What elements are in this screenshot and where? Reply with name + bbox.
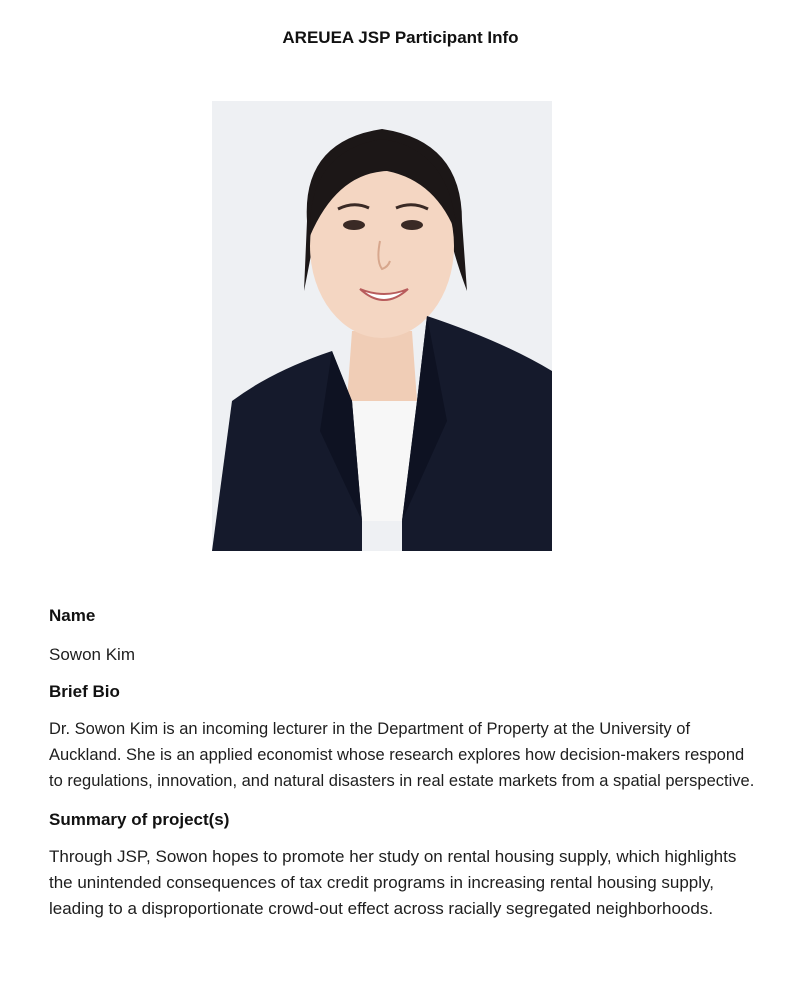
bio-heading: Brief Bio (49, 682, 120, 701)
summary-heading: Summary of project(s) (49, 810, 230, 829)
summary-text: Through JSP, Sowon hopes to promote her study on rental housing supply, which highlights the unintended consequences of tax credit programs in increasing rental housing supply, leading to a disproportionate crowd-out effect across racially segregated neighborhoods. (49, 847, 737, 918)
bio-text: Dr. Sowon Kim is an incoming lecturer in the Department of Property at the University of Auckland. She is an applied economist whose research explores how decision-makers respond to regulations, innovation, and natural disasters in real estate markets from a spatial perspective. (49, 720, 755, 790)
page-title: AREUEA JSP Participant Info (282, 28, 519, 47)
participant-photo (212, 101, 552, 551)
name-heading: Name (49, 606, 96, 625)
name-value: Sowon Kim (49, 645, 135, 664)
participant-details (49, 604, 761, 922)
